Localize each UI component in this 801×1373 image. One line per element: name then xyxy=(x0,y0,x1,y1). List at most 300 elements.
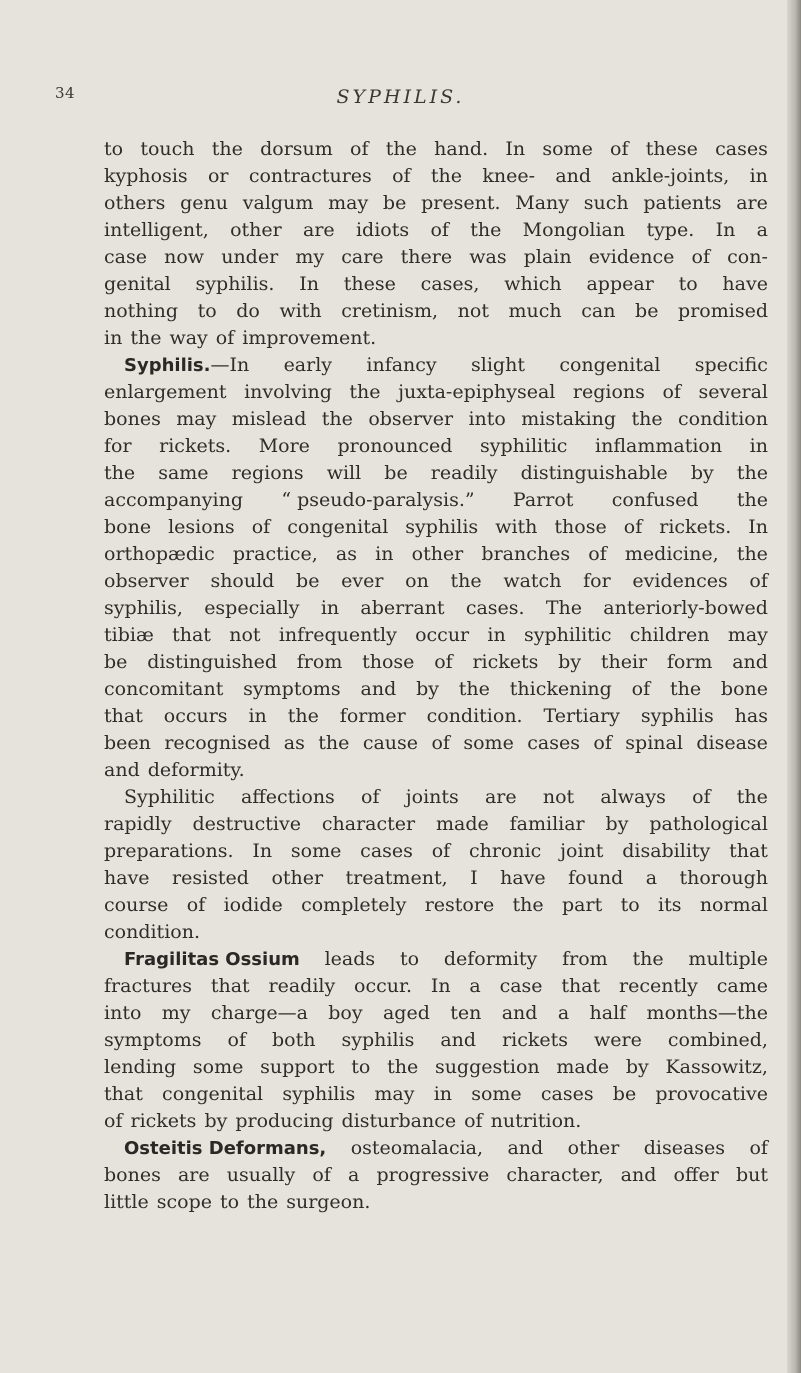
word: the xyxy=(247,1191,279,1213)
word: of xyxy=(662,381,681,403)
word: of xyxy=(431,732,450,754)
word: infrequently xyxy=(278,624,397,646)
word: the xyxy=(385,138,417,160)
word: or xyxy=(207,165,229,187)
word: In xyxy=(748,516,768,538)
word: of xyxy=(623,516,643,538)
running-title: SYPHILIS. xyxy=(336,86,465,108)
word: hand. xyxy=(434,138,489,160)
word: pronounced xyxy=(337,435,453,457)
word: slight xyxy=(471,354,525,376)
word: in xyxy=(749,435,768,457)
word: same xyxy=(158,462,209,484)
word: both xyxy=(272,1029,316,1051)
word: for xyxy=(583,570,611,592)
word: by xyxy=(690,462,714,484)
word: contractures xyxy=(248,165,372,187)
word: diseases xyxy=(643,1137,726,1159)
text-line xyxy=(104,406,768,433)
word: Syphilitic xyxy=(124,786,215,808)
text-line xyxy=(104,784,768,811)
word: was xyxy=(469,246,507,268)
word: joint xyxy=(560,840,604,862)
word: regions xyxy=(231,462,304,484)
word: of xyxy=(227,1029,246,1051)
word: charge—a xyxy=(210,1002,308,1024)
word: the xyxy=(349,381,381,403)
word: can xyxy=(581,300,616,322)
word: the xyxy=(512,894,544,916)
word: be xyxy=(612,1083,637,1105)
word: former xyxy=(339,705,406,727)
word: the xyxy=(470,219,502,241)
word: practice, xyxy=(232,543,318,565)
word: now xyxy=(164,246,205,268)
word: syphilis xyxy=(405,516,479,538)
word: rickets. xyxy=(659,516,732,538)
word: cases xyxy=(715,138,768,160)
word: multiple xyxy=(688,948,768,970)
text-line xyxy=(104,298,768,325)
word: in xyxy=(320,597,340,619)
word: for xyxy=(104,435,132,457)
word xyxy=(124,352,249,379)
word: in xyxy=(487,624,506,646)
word: disability xyxy=(622,840,711,862)
word: pathological xyxy=(649,813,768,835)
word: were xyxy=(594,1029,642,1051)
word: are xyxy=(484,786,517,808)
word: knee- xyxy=(482,165,535,187)
word: been xyxy=(104,732,151,754)
word: bones xyxy=(104,1164,161,1186)
word: by xyxy=(416,678,439,700)
word: syphilis xyxy=(282,1083,356,1105)
word: other xyxy=(567,1137,620,1159)
word: of xyxy=(251,516,271,538)
word: to xyxy=(620,894,640,916)
word: evidence xyxy=(588,246,675,268)
word: may xyxy=(727,624,768,646)
word: in xyxy=(375,543,394,565)
word: touch xyxy=(140,138,195,160)
word: nothing xyxy=(104,300,179,322)
word: genu xyxy=(180,192,229,214)
word: In xyxy=(252,840,273,862)
word: readily xyxy=(268,975,336,997)
word: —In xyxy=(210,354,250,376)
word: bones xyxy=(104,408,161,430)
word: character, xyxy=(506,1164,604,1186)
text-line xyxy=(104,1081,768,1108)
text-line xyxy=(104,595,768,622)
text-line xyxy=(104,244,768,271)
word: surgeon. xyxy=(286,1191,371,1213)
word: orthopædic xyxy=(104,543,215,565)
word: ever xyxy=(341,570,384,592)
word: other xyxy=(411,543,464,565)
section-heading: Fragilitas Ossium xyxy=(124,949,300,970)
word: watch xyxy=(503,570,562,592)
word: deformity xyxy=(443,948,538,970)
word: destructive xyxy=(192,813,301,835)
word: confused xyxy=(611,489,699,511)
word: from xyxy=(562,948,608,970)
word: aged xyxy=(382,1002,430,1024)
text-line xyxy=(104,649,768,676)
word: mistaking xyxy=(521,408,617,430)
word: usually xyxy=(226,1164,296,1186)
word: suggestion xyxy=(434,1056,540,1078)
word: of xyxy=(631,678,651,700)
text-line xyxy=(104,460,768,487)
word: some xyxy=(192,1056,244,1078)
word: observer xyxy=(368,408,454,430)
word: will xyxy=(326,462,362,484)
word: my xyxy=(161,1002,191,1024)
word: may xyxy=(176,408,217,430)
word: in xyxy=(104,327,123,349)
word: ten xyxy=(450,1002,482,1024)
word: leads xyxy=(324,948,376,970)
word: scope xyxy=(156,1191,212,1213)
word: the xyxy=(318,732,350,754)
word: of xyxy=(215,327,235,349)
word: thickening xyxy=(509,678,612,700)
text-line xyxy=(104,892,768,919)
word: of xyxy=(434,651,453,673)
word: type. xyxy=(646,219,695,241)
word: a xyxy=(756,219,768,241)
word: dorsum xyxy=(260,138,333,160)
word: are xyxy=(736,192,768,214)
word: and xyxy=(501,1002,538,1024)
text-line xyxy=(104,919,768,946)
word: support xyxy=(260,1056,335,1078)
word: under xyxy=(221,246,279,268)
section-heading: Syphilis. xyxy=(124,355,211,376)
word: part xyxy=(562,894,603,916)
word: completely xyxy=(301,894,407,916)
page-number: 34 xyxy=(55,84,76,102)
word: which xyxy=(504,273,562,295)
word: the xyxy=(450,570,482,592)
word: treatment, xyxy=(345,867,448,889)
word: of xyxy=(312,1164,331,1186)
word: rickets xyxy=(130,1110,197,1132)
word: preparations. xyxy=(104,840,234,862)
word: involving xyxy=(244,381,332,403)
word: infancy xyxy=(366,354,437,376)
word: con- xyxy=(727,246,768,268)
word: may xyxy=(328,192,369,214)
word: and xyxy=(440,1029,477,1051)
word: cases. xyxy=(465,597,525,619)
word: my xyxy=(295,246,325,268)
word: those xyxy=(362,651,415,673)
word: course xyxy=(104,894,169,916)
word: there xyxy=(400,246,453,268)
word: rickets. xyxy=(159,435,232,457)
word: and xyxy=(360,678,397,700)
word: be xyxy=(635,300,659,322)
page-edge-shadow xyxy=(787,0,801,1373)
word: readily xyxy=(430,462,498,484)
word: syphilis xyxy=(640,705,714,727)
text-line xyxy=(104,838,768,865)
word: congenital xyxy=(162,1083,264,1105)
word: cases xyxy=(360,840,413,862)
word: symptoms xyxy=(243,678,341,700)
word: aberrant xyxy=(360,597,445,619)
word: valgum xyxy=(242,192,314,214)
word: case xyxy=(499,975,543,997)
word: that xyxy=(172,624,211,646)
word: the xyxy=(287,705,319,727)
word: of xyxy=(464,1110,483,1132)
word: progressive xyxy=(376,1164,490,1186)
word: genital xyxy=(104,273,171,295)
word: evidences xyxy=(632,570,728,592)
word: appear xyxy=(586,273,654,295)
word: accompanying xyxy=(104,489,244,511)
text-line xyxy=(104,973,768,1000)
word: a xyxy=(348,1164,360,1186)
word: and xyxy=(555,165,592,187)
word: Tertiary xyxy=(543,705,620,727)
word: I xyxy=(470,867,478,889)
word: producing xyxy=(235,1110,334,1132)
word: the xyxy=(736,489,768,511)
word: distinguishable xyxy=(520,462,668,484)
text-line xyxy=(104,1054,768,1081)
word: be xyxy=(382,192,407,214)
word: regions xyxy=(572,381,645,403)
word: children xyxy=(629,624,710,646)
word: bone xyxy=(104,516,152,538)
word: spinal xyxy=(625,732,683,754)
word: several xyxy=(698,381,768,403)
word: some xyxy=(471,1083,522,1105)
word: be xyxy=(384,462,408,484)
word: syphilis, xyxy=(104,597,183,619)
word: of xyxy=(392,165,411,187)
word: have xyxy=(104,867,150,889)
text-line xyxy=(104,379,768,406)
text-line xyxy=(104,622,768,649)
word: months—the xyxy=(646,1002,768,1024)
word: patients xyxy=(643,192,722,214)
word: and xyxy=(104,759,140,781)
word: made xyxy=(556,1056,610,1078)
word: specific xyxy=(694,354,768,376)
word: early xyxy=(283,354,333,376)
word: concomitant xyxy=(104,678,224,700)
word: the xyxy=(458,678,490,700)
word: congenital xyxy=(559,354,661,376)
running-head xyxy=(0,84,801,114)
word: especially xyxy=(204,597,300,619)
word: affections xyxy=(240,786,335,808)
word: combined, xyxy=(667,1029,768,1051)
word: and xyxy=(732,651,768,673)
word: chronic xyxy=(468,840,542,862)
text-line xyxy=(104,1000,768,1027)
text-line xyxy=(104,325,768,352)
word: condition xyxy=(678,408,768,430)
word: rickets xyxy=(472,651,539,673)
word: cases, xyxy=(420,273,480,295)
word: medicine, xyxy=(624,543,719,565)
word: such xyxy=(583,192,629,214)
word: half xyxy=(589,1002,627,1024)
word: have xyxy=(500,867,546,889)
word: In xyxy=(715,219,736,241)
word: and xyxy=(507,1137,544,1159)
word: Mongolian xyxy=(522,219,626,241)
word: be xyxy=(104,651,128,673)
word: some xyxy=(463,732,514,754)
word: disease xyxy=(696,732,768,754)
word: congenital xyxy=(287,516,389,538)
word: symptoms xyxy=(104,1029,202,1051)
word: tibiæ xyxy=(104,624,154,646)
word: plain xyxy=(523,246,572,268)
word: cause xyxy=(362,732,419,754)
word: into xyxy=(468,408,506,430)
word: form xyxy=(666,651,713,673)
word: others xyxy=(104,192,166,214)
word: that xyxy=(104,1083,143,1105)
word: should xyxy=(210,570,275,592)
body-text xyxy=(104,136,768,1216)
word: other xyxy=(230,219,282,241)
word: the xyxy=(632,948,664,970)
word: case xyxy=(104,246,147,268)
word: restore xyxy=(424,894,495,916)
word: little xyxy=(104,1191,149,1213)
word: always xyxy=(600,786,666,808)
word: the xyxy=(669,678,702,700)
word: in xyxy=(248,705,267,727)
word: lesions xyxy=(168,516,235,538)
word: to xyxy=(678,273,698,295)
word: of xyxy=(361,786,380,808)
word: branches xyxy=(481,543,571,565)
word: cases xyxy=(527,732,580,754)
word: do xyxy=(236,300,260,322)
word: the xyxy=(736,543,768,565)
word: may xyxy=(374,1083,415,1105)
text-line xyxy=(104,1189,768,1216)
word: as xyxy=(335,543,357,565)
word: some xyxy=(542,138,593,160)
word: its xyxy=(658,894,682,916)
word: condition. xyxy=(426,705,523,727)
text-line xyxy=(104,1027,768,1054)
word: that xyxy=(561,975,601,997)
word: of xyxy=(186,894,206,916)
word: the xyxy=(631,408,663,430)
word: Parrot xyxy=(512,489,574,511)
word: kyphosis xyxy=(104,165,188,187)
word: recognised xyxy=(164,732,271,754)
word: the xyxy=(130,327,162,349)
word: “ pseudo-paralysis.” xyxy=(281,489,475,511)
text-line xyxy=(104,190,768,217)
text-line xyxy=(104,514,768,541)
word: those xyxy=(554,516,607,538)
word: their xyxy=(600,651,648,673)
word: occur. xyxy=(354,975,413,997)
word: came xyxy=(716,975,768,997)
word: anteriorly-bowed xyxy=(603,597,768,619)
word: a xyxy=(469,975,481,997)
word: into xyxy=(104,1002,142,1024)
word: to xyxy=(399,948,420,970)
word: observer xyxy=(104,570,189,592)
word: nutrition. xyxy=(490,1110,582,1132)
word: and xyxy=(620,1164,657,1186)
word: a xyxy=(645,867,658,889)
word: present. xyxy=(421,192,501,214)
text-line xyxy=(104,1108,768,1135)
word: syphilitic xyxy=(524,624,612,646)
word: not xyxy=(542,786,575,808)
word: intelligent, xyxy=(104,219,209,241)
word: In xyxy=(505,138,526,160)
word: idiots xyxy=(355,219,410,241)
word: these xyxy=(343,273,396,295)
text-line xyxy=(104,352,768,379)
word: other xyxy=(271,867,324,889)
text-line xyxy=(104,487,768,514)
text-line xyxy=(104,946,768,973)
word: fractures xyxy=(104,975,193,997)
word: promised xyxy=(678,300,768,322)
word: with xyxy=(279,300,322,322)
text-line xyxy=(104,568,768,595)
word: More xyxy=(258,435,310,457)
word: enlargement xyxy=(104,381,227,403)
word: by xyxy=(605,813,629,835)
word: lending xyxy=(104,1056,177,1078)
word: in xyxy=(749,165,768,187)
text-line xyxy=(104,730,768,757)
word: of xyxy=(104,1110,123,1132)
word: of xyxy=(692,786,711,808)
word: much xyxy=(508,300,562,322)
word: of xyxy=(691,246,710,268)
word: of xyxy=(749,1137,768,1159)
word: In xyxy=(430,975,451,997)
text-line xyxy=(104,1135,768,1162)
text-line xyxy=(104,676,768,703)
word: joints xyxy=(405,786,459,808)
word: boy xyxy=(328,1002,363,1024)
word: recently xyxy=(619,975,698,997)
word: bone xyxy=(720,678,768,700)
word: rapidly xyxy=(104,813,172,835)
word: of xyxy=(593,732,612,754)
word: the xyxy=(211,138,243,160)
word: In xyxy=(299,273,319,295)
word: to xyxy=(197,300,217,322)
word: resisted xyxy=(172,867,249,889)
word: that xyxy=(104,705,143,727)
word: with xyxy=(495,516,538,538)
word: some xyxy=(290,840,342,862)
